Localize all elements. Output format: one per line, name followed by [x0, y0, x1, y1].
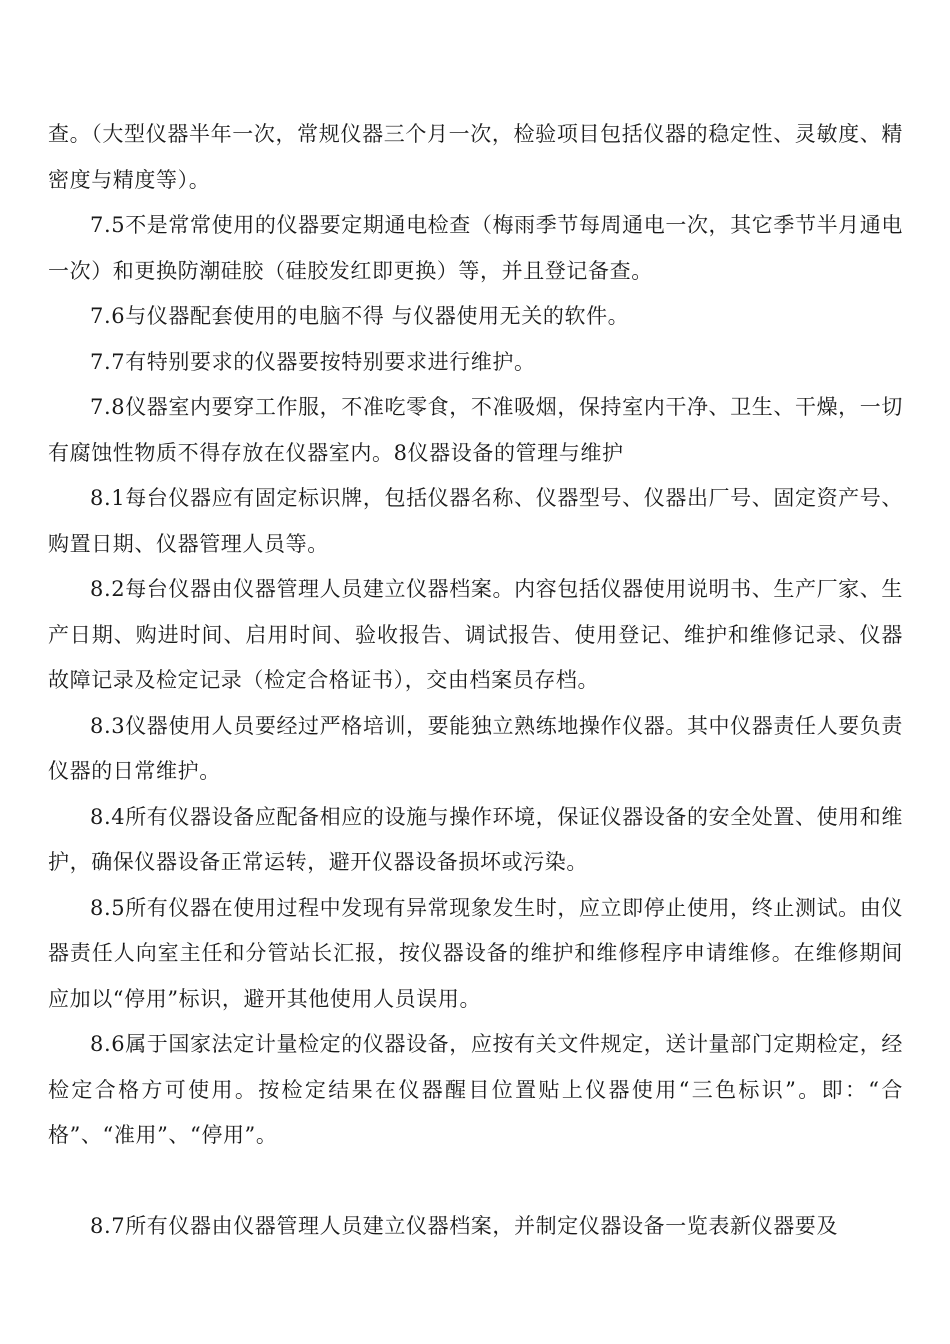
paragraph-8-2: 8.2每台仪器由仪器管理人员建立仪器档案。内容包括仪器使用说明书、生产厂家、生产日期、购进时间、启用时间、验收报告、调试报告、使用登记、维护和维修记录、仪器故障记录及检定记录（检定合格证书），交由档案员存档。 — [48, 577, 903, 692]
paragraph-8-4: 8.4所有仪器设备应配备相应的设施与操作环境，保证仪器设备的安全处置、使用和维护，确保仪器设备正常运转，避开仪器设备损坏或污染。 — [48, 804, 903, 874]
paragraph-8-3: 8.3仪器使用人员要经过严格培训，要能独立熟练地操作仪器。其中仪器责任人要负责仪器的日常维护。 — [48, 713, 903, 783]
paragraph-8-7: 8.7所有仪器由仪器管理人员建立仪器档案，并制定仪器设备一览表新仪器要及 — [90, 1213, 838, 1238]
paragraph-7-6: 7.6与仪器配套使用的电脑不得 与仪器使用无关的软件。 — [90, 304, 630, 328]
paragraph-8-1: 8.1每台仪器应有固定标识牌，包括仪器名称、仪器型号、仪器出厂号、固定资产号、购置日期、仪器管理人员等。 — [48, 486, 903, 556]
paragraph-7-7: 7.7有特别要求的仪器要按特别要求进行维护。 — [90, 349, 536, 374]
document-body — [48, 112, 903, 1249]
paragraph-8-5: 8.5所有仪器在使用过程中发现有异常现象发生时，应立即停止使用，终止测试。由仪器责任人向室主任和分管站长汇报，按仪器设备的维护和维修程序申请维修。在维修期间应加以“停用”标识，避开其他使用人员误用。 — [48, 895, 903, 1011]
paragraph-continued: 查。（大型仪器半年一次，常规仪器三个月一次，检验项目包括仪器的稳定性、灵敏度、精密度与精度等）。 — [48, 122, 903, 192]
paragraph-7-8: 7.8仪器室内要穿工作服，不准吃零食，不准吸烟，保持室内干净、卫生、干燥，一切有腐蚀性物质不得存放在仪器室内。8仪器设备的管理与维护 — [48, 395, 903, 465]
paragraph-7-5: 7.5不是常常使用的仪器要定期通电检查（梅雨季节每周通电一次，其它季节半月通电一次）和更换防潮硅胶（硅胶发红即更换）等，并且登记备查。 — [48, 213, 903, 283]
paragraph-8-6: 8.6属于国家法定计量检定的仪器设备，应按有关文件规定，送计量部门定期检定，经检定合格方可使用。按检定结果在仪器醒目位置贴上仪器使用“三色标识”。即：“合格”、“准用”、“停用”。 — [48, 1032, 903, 1147]
